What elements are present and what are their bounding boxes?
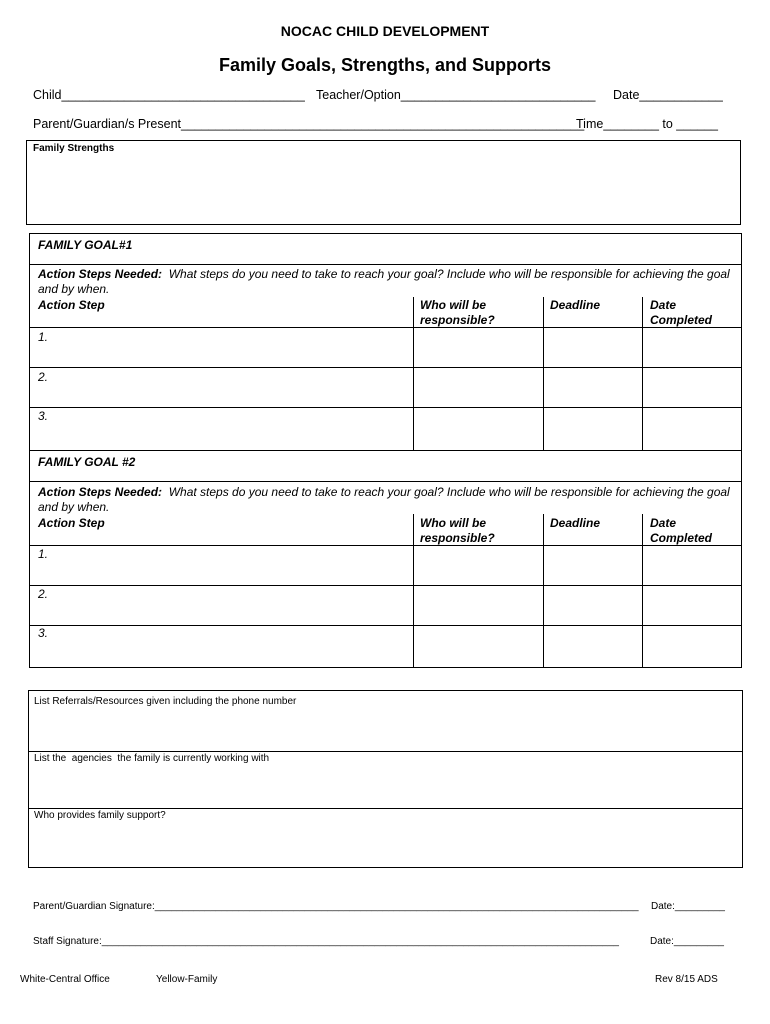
column-line [642,514,643,668]
row-line [30,367,741,368]
row-line [30,625,741,626]
row-line [30,327,741,328]
parent-present-field[interactable]: Parent/Guardian/s Present__________________________________________________________ [33,117,585,131]
action-steps-text: What steps do you need to take to reach your goal? Include who will be responsible for achieving the goal and by when. [38,267,730,296]
row-number: 3. [38,409,49,423]
action-steps-label: Action Steps Needed: [38,485,163,499]
date-field[interactable]: Date____________ [613,88,723,102]
row-number: 1. [38,330,49,344]
col-deadline: Deadline [550,298,601,312]
goal-title: FAMILY GOAL#1 [38,238,133,252]
agencies-label: List the agencies the family is currently working with [34,753,270,764]
org-name: NOCAC CHILD DEVELOPMENT [280,23,490,39]
parent-signature-date[interactable]: Date:_________ [651,901,725,912]
column-line [413,297,414,451]
action-steps-label: Action Steps Needed: [38,267,163,281]
footer-white-copy: White-Central Office [20,974,110,985]
goal-title: FAMILY GOAL #2 [38,455,136,469]
col-action-step: Action Step [38,298,105,312]
time-field[interactable]: Time________ to ______ [576,117,719,131]
row-number: 3. [38,626,49,640]
family-strengths-label: Family Strengths [33,143,115,154]
staff-signature-field[interactable]: Staff Signature:_____________________________________________________________________________________________ [33,936,619,947]
column-line [413,514,414,668]
family-support-label: Who provides family support? [34,810,166,821]
col-action-step: Action Step [38,516,105,530]
child-field[interactable]: Child___________________________________ [33,88,305,102]
row-line [30,407,741,408]
row-number: 2. [38,587,49,601]
col-deadline: Deadline [550,516,601,530]
row-number: 2. [38,370,49,384]
footer-revision: Rev 8/15 ADS [655,974,718,985]
referrals-label: List Referrals/Resources given including the phone number [34,696,297,707]
family-goal-1 [29,233,742,451]
staff-signature-date[interactable]: Date:_________ [650,936,724,947]
column-line [543,514,544,668]
row-line [30,545,741,546]
divider [30,481,741,482]
divider [30,264,741,265]
action-steps-text: What steps do you need to take to reach your goal? Include who will be responsible for achieving the goal and by when. [38,485,730,514]
divider [29,808,742,809]
resources-box [28,690,743,868]
parent-signature-field[interactable]: Parent/Guardian Signature:_______________________________________________________________________________________ [33,901,639,912]
col-who-responsible: Who will be responsible? [420,516,495,545]
col-date-completed: Date Completed [650,298,713,327]
column-line [543,297,544,451]
footer-yellow-copy: Yellow-Family [156,974,218,985]
family-goal-2 [29,450,742,668]
teacher-option-field[interactable]: Teacher/Option____________________________ [316,88,596,102]
action-steps-instructions [38,267,738,296]
action-steps-instructions [38,485,738,514]
col-who-responsible: Who will be responsible? [420,298,495,327]
col-date-completed: Date Completed [650,516,713,545]
row-number: 1. [38,547,49,561]
family-strengths-box[interactable] [26,140,741,225]
row-line [30,585,741,586]
page-title: Family Goals, Strengths, and Supports [218,55,552,75]
column-line [642,297,643,451]
divider [29,751,742,752]
